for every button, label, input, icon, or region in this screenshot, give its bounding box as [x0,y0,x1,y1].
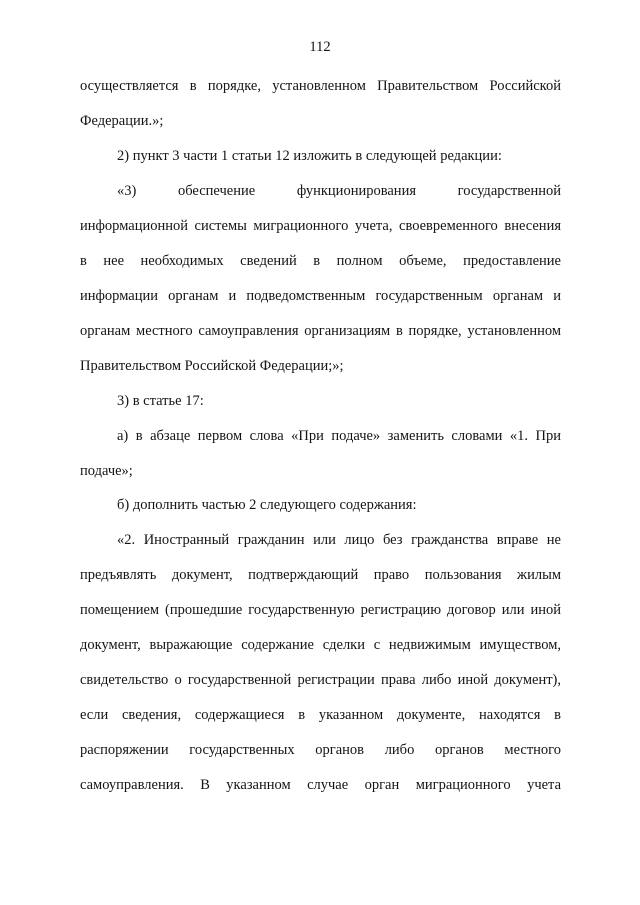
text-line: если сведения, содержащиеся в указанном документе, находятся в [80,707,561,723]
text-line: подаче»; [80,463,133,479]
text-line: документ, выражающие содержание сделки с недвижимым имуществом, [80,637,561,653]
text-line: предъявлять документ, подтверждающий право пользования жилым [80,567,561,583]
text-line: распоряжении государственных органов либо органов местного [80,742,561,758]
text-line: Правительством Российской Федерации;»; [80,358,344,374]
text-line: «2. Иностранный гражданин или лицо без гражданства вправе не [117,532,561,548]
page-number: 112 [309,39,331,55]
text-line: информации органам и подведомственным государственным органам и [80,288,561,304]
text-line: 2) пункт 3 части 1 статьи 12 изложить в следующей редакции: [117,148,502,164]
text-line: 3) в статье 17: [117,393,204,409]
text-line: информационной системы миграционного учета, своевременного внесения [80,218,561,234]
text-line: помещением (прошедшие государственную регистрацию договор или иной [80,602,561,618]
text-line: Федерации.»; [80,113,164,129]
text-line: а) в абзаце первом слова «При подаче» заменить словами «1. При [117,428,561,444]
text-line: в нее необходимых сведений в полном объеме, предоставление [80,253,561,269]
text-line: самоуправления. В указанном случае орган миграционного учета [80,777,561,793]
text-line: осуществляется в порядке, установленном Правительством Российской [80,78,561,94]
text-line: свидетельство о государственной регистрации права либо иной документ), [80,672,561,688]
text-line: б) дополнить частью 2 следующего содержания: [117,497,417,513]
text-line: органам местного самоуправления организациям в порядке, установленном [80,323,561,339]
text-line: «3) обеспечение функционирования государственной [117,183,561,199]
